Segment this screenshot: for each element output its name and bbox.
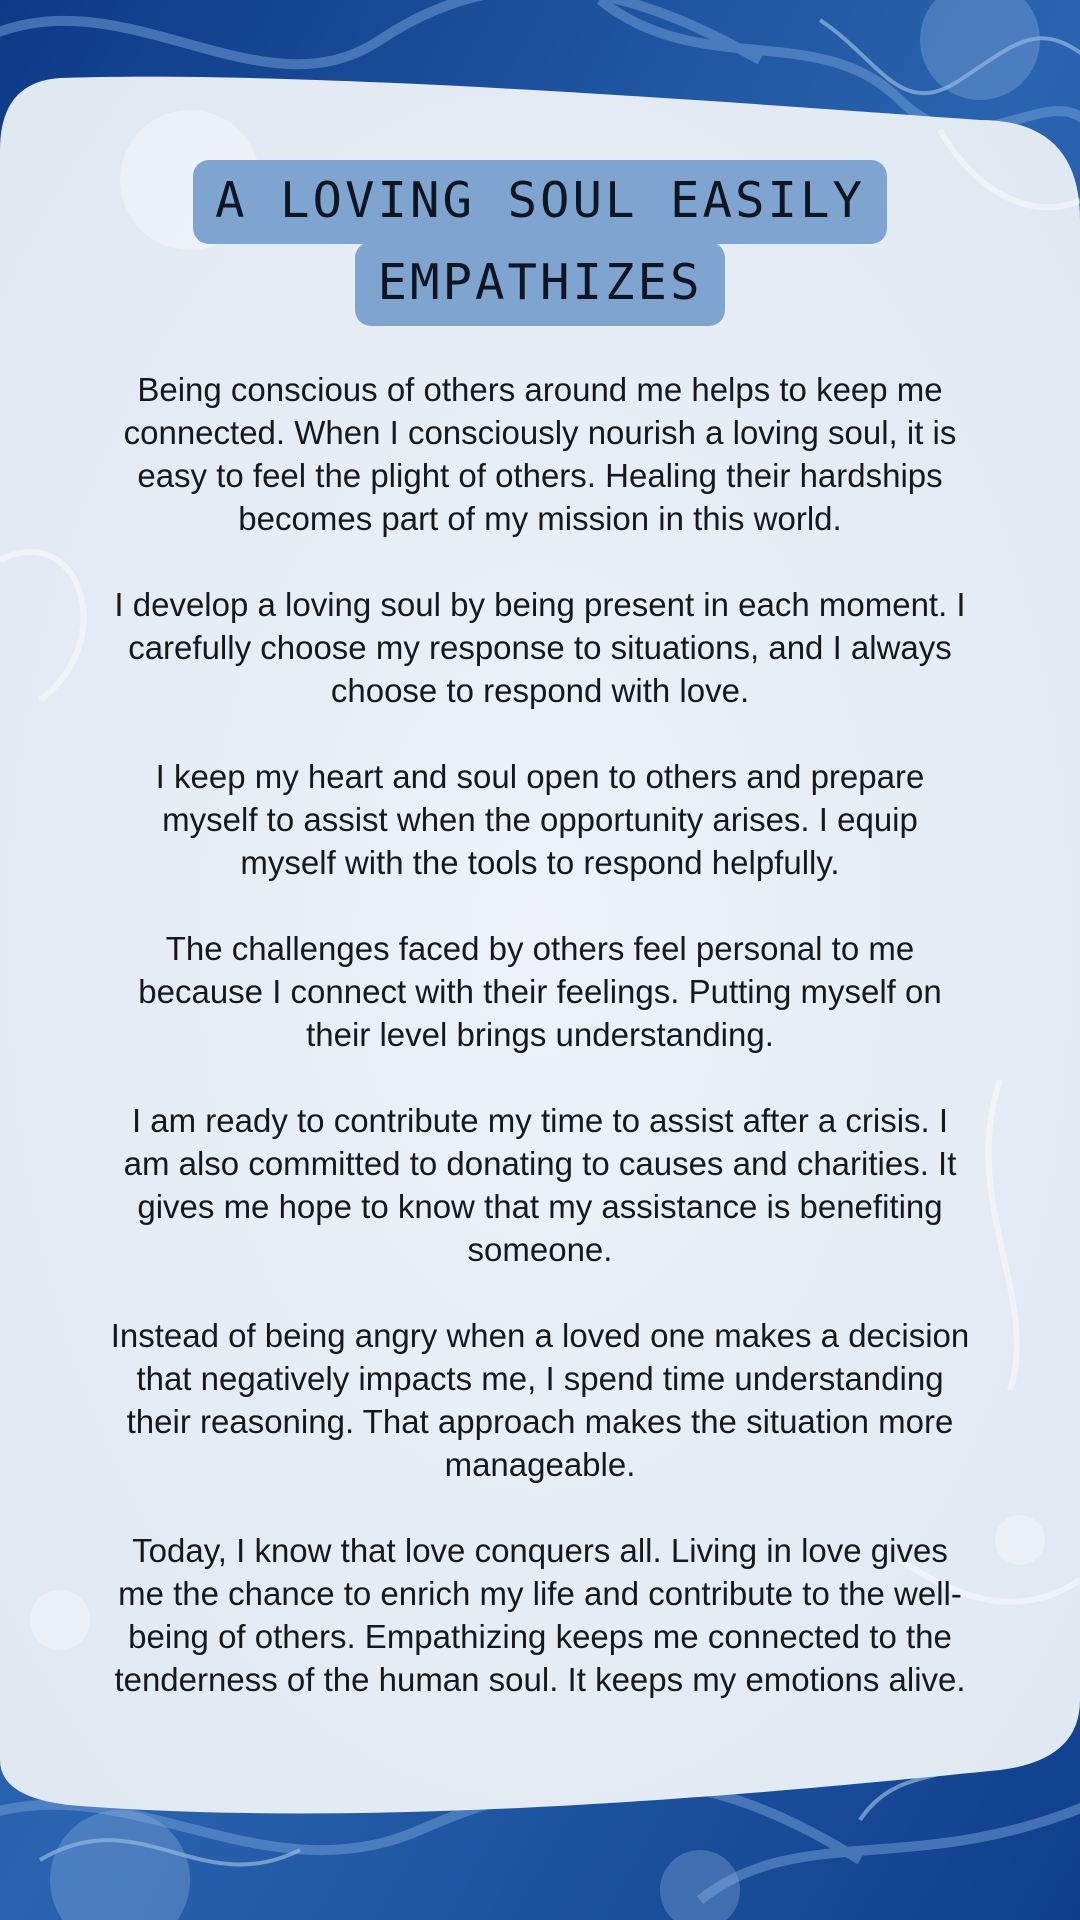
paragraph-6: Instead of being angry when a loved one makes a decision that negatively impacts me, I spend time understanding their reasoning. That approach makes the situation more manageable. <box>110 1317 970 1483</box>
paragraph-4: The challenges faced by others feel personal to me because I connect with their feelings. Putting myself on their level brings understanding. <box>138 930 942 1053</box>
page-title <box>110 160 970 326</box>
affirmation-content <box>110 160 970 1701</box>
paragraph-1: Being conscious of others around me helps to keep me connected. When I consciously nourish a loving soul, it is easy to feel the plight of others. Healing their hardships becomes part of my mission in this world. <box>123 371 957 537</box>
paragraph-5: I am ready to contribute my time to assist after a crisis. I am also committed to donating to causes and charities. It gives me hope to know that my assistance is benefiting someone. <box>123 1102 957 1268</box>
paragraph-3: I keep my heart and soul open to others and prepare myself to assist when the opportunity arises. I equip myself with the tools to respond helpfully. <box>155 758 925 881</box>
title-line-1: A LOVING SOUL EASILY <box>193 160 887 244</box>
paragraph-7: Today, I know that love conquers all. Living in love gives me the chance to enrich my life and contribute to the well-being of others. Empathizing keeps me connected to the tenderness of the human soul. It keeps my emotions alive. <box>114 1532 966 1698</box>
paragraph-2: I develop a loving soul by being present in each moment. I carefully choose my response to situations, and I always choose to respond with love. <box>114 586 966 709</box>
title-line-2: EMPATHIZES <box>355 242 724 326</box>
